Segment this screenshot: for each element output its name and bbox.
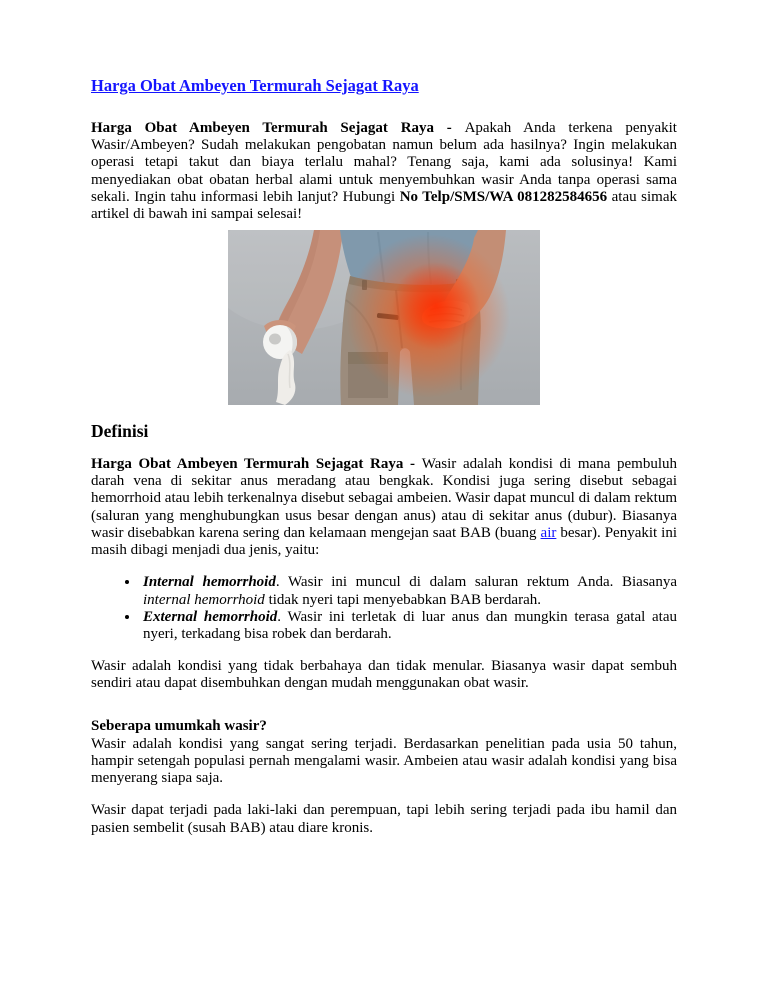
- definisi-body-text: Wasir adalah kondisi di mana pembuluh darah vena di sekitar anus meradang atau bengkak. Kondisi juga sering disebut sebagai hemorrhoid atau lebih terkenalnya disebut sebagai ambeien. Wasir dapat muncul di dalam rektum (saluran yang menghubungkan usus besar dengan anus) atau di sekitar anus (dubur). Biasanya wasir disebabkan karena sering dan kelamaan mengejan saat BAB (buang: [91, 455, 677, 541]
- hemorrhoid-types-list: [91, 574, 677, 643]
- seberapa-paragraph-1: Wasir adalah kondisi yang sangat sering terjadi. Berdasarkan penelitian pada usia 50 tahun, hampir setengah populasi pernah mengalami wasir. Ambeien atau wasir adalah kondisi yang bisa menyerang siapa saja.: [91, 735, 677, 787]
- external-text: . Wasir ini terletak di luar anus dan mungkin terasa gatal atau nyeri, terkadang bisa robek dan berdarah.: [143, 609, 677, 643]
- external-term: External hemorrhoid: [143, 609, 278, 626]
- internal-italic-phrase: internal hemorrhoid: [143, 591, 265, 608]
- list-item-internal-hemorrhoid: [140, 574, 677, 609]
- definisi-heading: Definisi: [91, 420, 149, 441]
- intro-body-text: Apakah Anda terkena penyakit Wasir/Ambeyen? Sudah melakukan pengobatan namun belum ada hasilnya? Ingin melakukan operasi tetapi takut dan biaya terlalu mahal? Tenang saja, kami ada solusinya! Kami menyediakan obat obatan herbal alami untuk menyembuhkan wasir Anda tanpa operasi sama sekali. Ingin tahu informasi lebih lanjut? Hubungi: [91, 119, 677, 205]
- intro-lead-bold: Harga Obat Ambeyen Termurah Sejagat Raya -: [91, 119, 465, 136]
- article-title-link[interactable]: Harga Obat Ambeyen Termurah Sejagat Raya: [91, 76, 419, 95]
- internal-term: Internal hemorrhoid: [143, 574, 276, 591]
- air-besar-link[interactable]: air: [540, 524, 557, 541]
- definisi-paragraph: [91, 456, 677, 560]
- seberapa-heading: Seberapa umumkah wasir?: [91, 718, 267, 735]
- internal-text: . Wasir ini muncul di dalam saluran rektum Anda. Biasanya: [275, 574, 677, 591]
- list-item-external-hemorrhoid: [140, 609, 677, 644]
- contact-phone-bold: No Telp/SMS/WA 081282584656: [399, 188, 608, 205]
- hemorrhoid-photo-illustration: [228, 230, 540, 405]
- internal-text-rest: tidak nyeri tapi menyebabkan BAB berdarah.: [264, 591, 541, 608]
- closing-paragraph: Wasir adalah kondisi yang tidak berbahaya dan tidak menular. Biasanya wasir dapat sembuh sendiri atau dapat disembuhkan dengan mudah menggunakan obat wasir.: [91, 657, 677, 691]
- definisi-lead-bold: Harga Obat Ambeyen Termurah Sejagat Raya -: [91, 455, 422, 472]
- intro-body-tail: atau simak artikel di bawah ini sampai selesai!: [91, 188, 677, 223]
- definisi-body-tail: besar). Penyakit ini masih dibagi menjadi dua jenis, yaitu:: [91, 524, 677, 559]
- article-image: [91, 230, 677, 405]
- intro-paragraph: [91, 120, 677, 224]
- seberapa-paragraph-2: Wasir dapat terjadi pada laki-laki dan perempuan, tapi lebih sering terjadi pada ibu hamil dan pasien sembelit (susah BAB) atau diare kronis.: [91, 802, 677, 836]
